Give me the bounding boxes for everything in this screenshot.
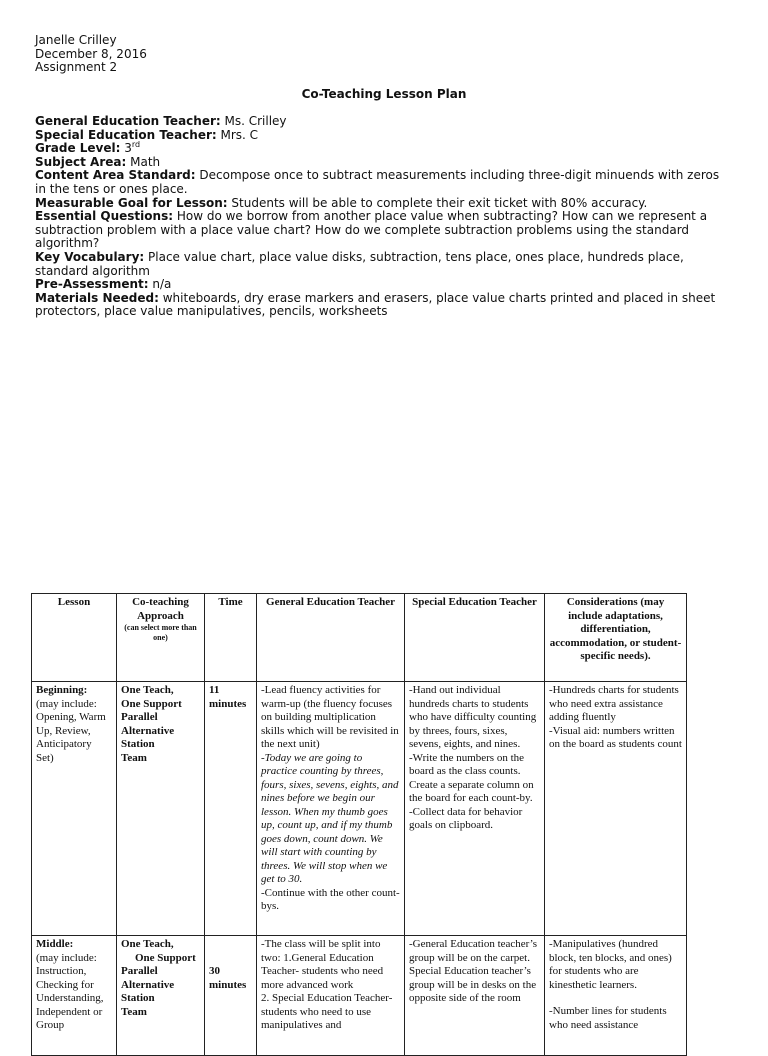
time-value: 30 minutes xyxy=(209,965,247,991)
field-value: Mrs. C xyxy=(216,127,259,142)
page-title: Co-Teaching Lesson Plan xyxy=(301,87,467,101)
gen-ed-teacher-field xyxy=(35,115,725,129)
header-approach-label: Co-teaching Approach xyxy=(132,596,189,622)
field-value: 3 xyxy=(120,141,132,156)
pre-assessment-field xyxy=(35,278,725,292)
lesson-phase-description: (may include: Instruction, Checking for Understanding, Independent or Group xyxy=(36,951,104,1031)
consideration-item: -Visual aid: numbers written on the board as students count xyxy=(549,724,682,750)
header-approach xyxy=(117,594,205,682)
header-considerations: Considerations (may include adaptations, differentiation, accommodation, or student- specific needs). xyxy=(545,594,687,682)
field-value: n/a xyxy=(148,277,172,292)
field-value: Math xyxy=(126,154,161,169)
sped-cell xyxy=(405,682,545,936)
ordinal-suffix: rd xyxy=(131,140,141,150)
field-label: Content Area Standard: xyxy=(35,168,196,183)
lesson-cell xyxy=(32,682,117,936)
approach-item: One Support xyxy=(135,951,196,964)
approach-item: One Support xyxy=(121,697,182,710)
field-value: Decompose once to subtract measurements including three-digit minuends with zeros in the tens or ones place. xyxy=(35,168,720,196)
header-approach-note: (can select more than one) xyxy=(124,623,197,642)
header-lesson: Lesson xyxy=(32,594,117,682)
field-value: whiteboards, dry erase markers and erasers, place value charts printed and placed in sheet protectors, place value manipulatives, pencils, worksheets xyxy=(35,290,716,319)
gen-ed-step: 2. Special Education Teacher- students who need to use manipulatives and xyxy=(261,992,393,1031)
approach-item: Team xyxy=(121,1005,147,1018)
header-gen-ed: General Education Teacher xyxy=(257,594,405,682)
field-value: Students will be able to complete their exit ticket with 80% accuracy. xyxy=(227,195,648,210)
essential-questions-field xyxy=(35,210,725,251)
author-name: Janelle Crilley xyxy=(35,33,117,47)
consideration-item: -Manipulatives (hundred block, ten blocks, and ones) for students who are kinesthetic learners. xyxy=(549,938,672,991)
gen-ed-cell xyxy=(257,682,405,936)
content-standard-field xyxy=(35,169,725,196)
field-label: Measurable Goal for Lesson: xyxy=(35,195,228,210)
field-label: Special Education Teacher: xyxy=(35,127,217,142)
consideration-item: -Hundreds charts for students who need extra assistance adding fluently xyxy=(549,684,679,723)
field-label: Materials Needed: xyxy=(35,290,159,305)
sped-cell xyxy=(405,936,545,1056)
consideration-item: -Number lines for students who need assistance xyxy=(549,1005,667,1031)
sped-step: -General Education teacher’s group will be on the carpet. Special Education teacher’s group will be in desks on the opposite side of the room xyxy=(409,938,538,1004)
table-header-row xyxy=(32,594,687,682)
grade-level-field xyxy=(35,142,725,156)
field-label: Pre-Assessment: xyxy=(35,277,149,292)
lesson-cell xyxy=(32,936,117,1056)
header-time: Time xyxy=(205,594,257,682)
approach-cell xyxy=(117,682,205,936)
approach-item: Alternative xyxy=(121,978,175,991)
lesson-plan-table xyxy=(31,593,687,1056)
gen-ed-cell xyxy=(257,936,405,1056)
considerations-cell xyxy=(545,682,687,936)
time-cell xyxy=(205,682,257,936)
field-value: Ms. Crilley xyxy=(220,114,287,128)
table-row xyxy=(32,682,687,936)
assignment-number: Assignment 2 xyxy=(35,60,118,75)
lesson-phase-description: (may include: Opening, Warm Up, Review, Anticipatory Set) xyxy=(36,697,106,764)
approach-item: Team xyxy=(121,751,147,764)
field-value: How do we borrow from another place value when subtracting? How can we represent a subtraction problem with a place value chart? How do we complete subtraction problems using the standard algorithm? xyxy=(35,209,708,251)
gen-ed-step: -Lead fluency activities for warm-up (the fluency focuses on building multiplication skills which will be revisited in the next unit) xyxy=(261,684,399,750)
header-sped: Special Education Teacher xyxy=(405,594,545,682)
approach-item: Parallel xyxy=(121,965,158,977)
field-label: Grade Level: xyxy=(35,141,121,156)
key-vocabulary-field xyxy=(35,251,725,278)
field-label: Essential Questions: xyxy=(35,209,174,224)
gen-ed-script: -Today we are going to practice counting by threes, fours, sixes, sevens, eights, and nines before we begin our lesson. When my thumb goes up, count up, and if my thumb goes down, count down. We will start with counting by threes. We will stop when we get to 30. xyxy=(261,751,399,885)
subject-area-field xyxy=(35,156,725,170)
approach-item: One Teach, xyxy=(121,938,174,950)
approach-item: Station xyxy=(121,992,155,1004)
approach-item: Parallel xyxy=(121,711,158,723)
gen-ed-step: -The class will be split into two: 1.General Education Teacher- students who need more advanced work xyxy=(261,938,384,991)
approach-item: Alternative xyxy=(121,724,175,737)
lesson-phase-label: Middle: xyxy=(36,938,74,950)
time-cell xyxy=(205,936,257,1056)
approach-cell xyxy=(117,936,205,1056)
measurable-goal-field xyxy=(35,197,725,211)
approach-item: One Teach, xyxy=(121,684,174,696)
field-label: Subject Area: xyxy=(35,154,127,169)
lesson-info xyxy=(35,115,725,319)
sped-step: -Write the numbers on the board as the class counts. Create a separate column on the board for each count-by. xyxy=(409,751,534,804)
considerations-cell xyxy=(545,936,687,1056)
lesson-phase-label: Beginning: xyxy=(36,684,88,696)
document-date: December 8, 2016 xyxy=(35,46,147,61)
approach-item: Station xyxy=(121,738,155,750)
field-value: Place value chart, place value disks, subtraction, tens place, ones place, hundreds place, standard algorithm xyxy=(35,249,684,278)
field-label: Key Vocabulary: xyxy=(35,249,145,264)
time-value: 11 minutes xyxy=(209,684,247,710)
table-row xyxy=(32,936,687,1056)
field-label: General Education Teacher: xyxy=(35,114,221,128)
document-header xyxy=(35,34,147,75)
sped-step: -Hand out individual hundreds charts to students who have difficulty counting by threes, fours, sixes, sevens, eights, and nines. xyxy=(409,684,537,750)
materials-field xyxy=(35,292,725,319)
gen-ed-step: -Continue with the other count-bys. xyxy=(261,886,400,912)
sped-step: -Collect data for behavior goals on clipboard. xyxy=(409,805,523,831)
